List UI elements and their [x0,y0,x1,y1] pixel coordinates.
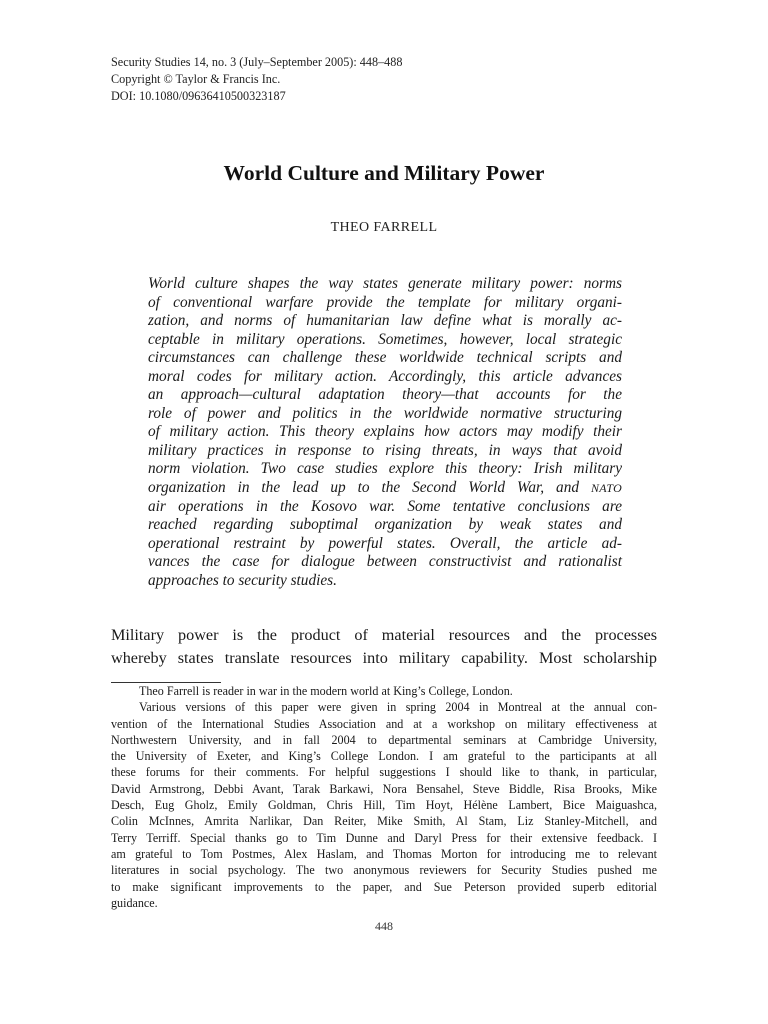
article-title: World Culture and Military Power [223,161,545,185]
body-paragraph [111,624,657,670]
author-name: THEO FARRELL [330,220,438,235]
journal-info [111,54,402,105]
body-line: Military power is the product of material resources and the processes [111,626,657,644]
footnote-line: Various versions of this paper were given in spring 2004 in Montreal at the annual con- [139,700,657,715]
footnote-line: Northwestern University, and in fall 2004 to departmental seminars at Cambridge University, [111,732,657,747]
abstract-line: of conventional warfare provide the template for military organi- [148,293,622,311]
abstract-line: approaches to security studies. [148,571,337,589]
footnote-line: vention of the International Studies Association and at a workshop on military effectiveness at [111,716,657,731]
footnotes [111,683,657,911]
footnote-line: Terry Terriff. Special thanks go to Tim Dunne and Daryl Press for their extensive feedback. I [111,830,657,845]
footnote-line: literatures in social psychology. The two anonymous reviewers for Security Studies pushed me [111,863,657,878]
footnote-line: Colin McInnes, Amrita Narlikar, Dan Reiter, Mike Smith, Al Stam, Liz Stanley-Mitchell, and [111,814,657,829]
abstract-line: vances the case for dialogue between constructivist and rationalist [148,553,622,571]
abstract-line: ceptable in military operations. Sometimes, however, local strategic [148,330,622,348]
footnote-line: David Armstrong, Debbi Avant, Tarak Barkawi, Nora Bensahel, Steve Biddle, Risa Brooks, Mike [111,781,657,796]
copyright-line: Copyright © Taylor & Francis Inc. [111,72,281,86]
abstract-line: military practices in response to rising threats, in ways that avoid [148,441,622,459]
abstract [148,275,622,590]
abstract-line: World culture shapes the way states generate military power: norms [148,275,622,292]
abstract-line: circumstances can challenge these worldwide technical scripts and [148,349,622,367]
journal-citation: Security Studies 14, no. 3 (July–September 2005): 448–488 [111,55,403,69]
footnote-line: these forums for their comments. For helpful suggestions I should like to thank, in particular, [111,765,657,780]
abstract-line: air operations in the Kosovo war. Some tentative conclusions are [148,497,622,515]
footnote-line: am grateful to Tom Postmes, Alex Haslam, and Thomas Morton for introducing me to relevant [111,846,657,861]
footnote-line: Desch, Eug Gholz, Emily Goldman, Chris Hill, Tim Hoyt, Hélène Lambert, Bice Maiguashca, [111,798,657,813]
footnote-line: to make significant improvements to the paper, and Sue Peterson provided superb editorial [111,879,657,894]
abstract-line: zation, and norms of humanitarian law define what is morally ac- [148,312,622,330]
doi-line: DOI: 10.1080/09636410500323187 [111,89,286,103]
body-line: whereby states translate resources into military capability. Most scholarship [111,649,657,667]
abstract-line: moral codes for military action. Accordingly, this article advances [148,367,622,385]
abstract-line: norm violation. Two case studies explore this theory: Irish military [148,460,622,478]
footnote-line: Theo Farrell is reader in war in the modern world at King’s College, London. [139,684,513,698]
abstract-line: role of power and politics in the worldwide normative structuring [148,404,622,422]
page-number: 448 [375,919,393,933]
abstract-line: reached regarding suboptimal organization by weak states and [148,516,622,534]
abstract-line: operational restraint by powerful states. Overall, the article ad- [148,534,622,552]
acronym-nato: NATO [590,481,623,496]
abstract-line: of military action. This theory explains how actors may modify their [148,423,622,441]
abstract-line: an approach—cultural adaptation theory—that accounts for the [148,386,622,404]
abstract-line-with-acronym [148,479,622,498]
footnote-line: guidance. [111,895,158,910]
abstract-line-text: organization in the lead up to the Second World War, and [148,479,580,497]
footnote-line: the University of Exeter, and King’s College London. I am grateful to the participants at all [111,749,657,764]
